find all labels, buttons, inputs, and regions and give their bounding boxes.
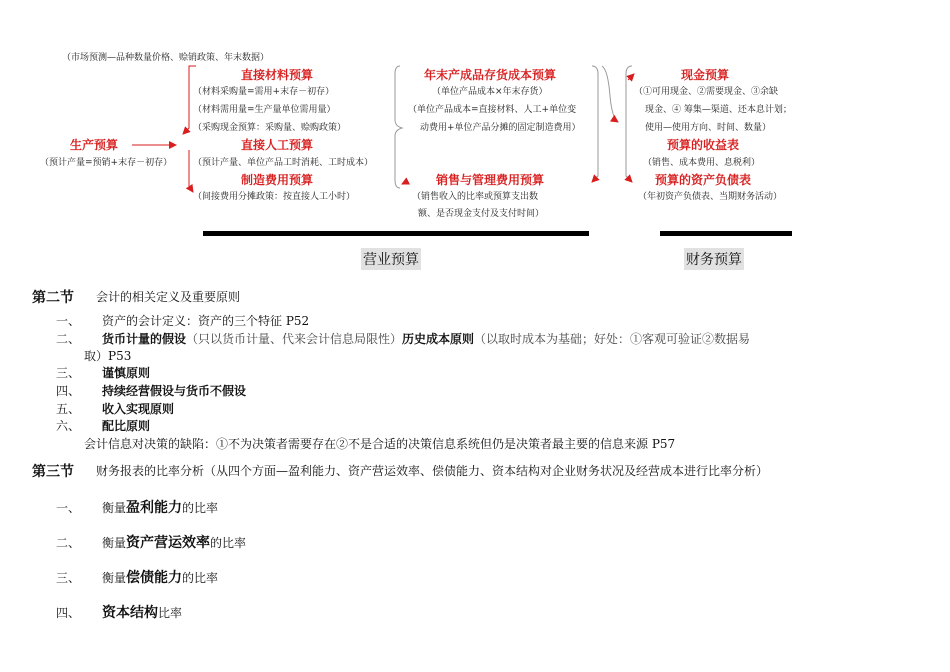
selling-admin-line-1: （销售收入的比率或预算支出数 bbox=[412, 192, 539, 202]
selling-admin-line-2: 额、是否现金支付及支付时间） bbox=[418, 209, 545, 219]
s3-item2-pre: 衡量 bbox=[102, 536, 127, 550]
section2-label: 第二节 bbox=[32, 290, 74, 306]
overhead-title: 制造费用预算 bbox=[241, 173, 314, 187]
operating-budget-bar bbox=[203, 231, 589, 236]
operating-budget-label: 营业预算 bbox=[361, 248, 421, 270]
s3-item3 bbox=[102, 567, 218, 587]
ending-inventory-line-2: （单位产品成本=直接材料、人工+单位变 bbox=[408, 105, 577, 115]
s3-item4-bold: 资本结构 bbox=[102, 605, 158, 621]
cash-budget-title: 现金预算 bbox=[681, 68, 730, 82]
section2-title: 会计的相关定义及重要原则 bbox=[96, 290, 241, 304]
s2-item1-text: 资产的会计定义：资产的三个特征 P52 bbox=[102, 314, 310, 328]
s2-item1-num: 一、 bbox=[56, 314, 81, 328]
s2-item2-text3: 取）P53 bbox=[84, 349, 132, 363]
income-statement-note: （销售、成本费用、息税利） bbox=[643, 158, 761, 168]
s2-item2-bold1: 货币计量的假设 bbox=[102, 332, 187, 346]
cash-budget-line-2: 现金、④ 筹集—渠道、还本息计划； bbox=[645, 105, 792, 115]
s3-item4-num: 四、 bbox=[56, 606, 81, 620]
s3-item2-num: 二、 bbox=[56, 536, 81, 550]
s3-item2 bbox=[102, 532, 246, 552]
section3-title: 财务报表的比率分析（从四个方面—盈利能力、资产营运效率、偿债能力、资本结构对企业财务状况及经营成本进行比率分析） bbox=[96, 464, 769, 478]
selling-admin-title: 销售与管理费用预算 bbox=[436, 173, 545, 187]
s2-item3-num: 三、 bbox=[56, 366, 81, 380]
s3-item1-num: 一、 bbox=[56, 501, 81, 515]
s2-item4-num: 四、 bbox=[56, 384, 81, 398]
section3-label: 第三节 bbox=[32, 464, 74, 480]
direct-material-line-3: （采购现金预算：采购量、赊购政策） bbox=[193, 123, 347, 133]
s2-item2-text2: （以取时成本为基础；好处：①客观可验证②数据易 bbox=[474, 332, 751, 346]
direct-material-line-1: （材料采购量=需用+末存－初存） bbox=[193, 87, 335, 97]
s2-footnote: 会计信息对决策的缺陷：①不为决策者需要存在②不是合适的决策信息系统但仍是决策者最主要的信息来源 P57 bbox=[84, 437, 676, 451]
cash-budget-line-3: 使用—使用方向、时间、数量） bbox=[645, 123, 772, 133]
s2-item4-text: 持续经营假设与货币不假设 bbox=[102, 384, 247, 398]
s3-item3-bold: 偿债能力 bbox=[126, 570, 183, 586]
s2-item2-text1: （只以货币计量、代来会计信息局限性） bbox=[186, 332, 403, 346]
s3-item4 bbox=[102, 602, 182, 622]
s2-item2-num: 二、 bbox=[56, 332, 81, 346]
s3-item4-post: 比率 bbox=[158, 606, 183, 620]
s3-item3-post: 的比率 bbox=[182, 571, 219, 585]
s3-item1-post: 的比率 bbox=[182, 501, 219, 515]
s2-item6-num: 六、 bbox=[56, 419, 81, 433]
ending-inventory-title: 年末产成品存货成本预算 bbox=[424, 68, 557, 82]
production-budget-title: 生产预算 bbox=[70, 138, 119, 152]
s3-item1-bold: 盈利能力 bbox=[126, 500, 183, 516]
direct-material-line-2: （材料需用量=生产量单位需用量） bbox=[193, 105, 336, 115]
ending-inventory-line-1: （单位产品成本×年末存货） bbox=[432, 87, 548, 97]
balance-sheet-title: 预算的资产负债表 bbox=[655, 173, 752, 187]
s3-item3-pre: 衡量 bbox=[102, 571, 127, 585]
financial-budget-label: 财务预算 bbox=[684, 248, 744, 270]
s2-item5-num: 五、 bbox=[56, 402, 81, 416]
s2-item2-line bbox=[102, 330, 750, 347]
production-budget-note: （预计产量=预销+末存－初存） bbox=[40, 158, 173, 168]
s3-item2-post: 的比率 bbox=[210, 536, 247, 550]
s2-item5-text: 收入实现原则 bbox=[102, 402, 175, 416]
ending-inventory-line-3: 动费用+单位产品分摊的固定制造费用） bbox=[420, 123, 581, 133]
s2-item2-bold2: 历史成本原则 bbox=[402, 332, 475, 346]
s3-item1 bbox=[102, 497, 218, 517]
direct-material-title: 直接材料预算 bbox=[241, 68, 314, 82]
cash-budget-line-1: （①可用现金、②需要现金、③余缺 bbox=[634, 87, 779, 97]
s2-item3-text: 谨慎原则 bbox=[102, 366, 151, 380]
s3-item2-bold: 资产营运效率 bbox=[126, 535, 211, 551]
balance-sheet-note: （年初资产负债表、当期财务活动） bbox=[638, 192, 783, 202]
direct-labor-note: （预计产量、单位产品工时消耗、工时成本） bbox=[193, 158, 374, 168]
direct-labor-title: 直接人工预算 bbox=[241, 138, 314, 152]
income-statement-title: 预算的收益表 bbox=[667, 138, 740, 152]
s2-item6-text: 配比原则 bbox=[102, 419, 151, 433]
market-note: （市场预测—品种数量价格、赊销政策、年末数据） bbox=[62, 53, 270, 63]
s3-item1-pre: 衡量 bbox=[102, 501, 127, 515]
s3-item3-num: 三、 bbox=[56, 571, 81, 585]
financial-budget-bar bbox=[660, 231, 792, 236]
overhead-note: （间接费用分摊政策：按直接人工小时） bbox=[193, 192, 356, 202]
